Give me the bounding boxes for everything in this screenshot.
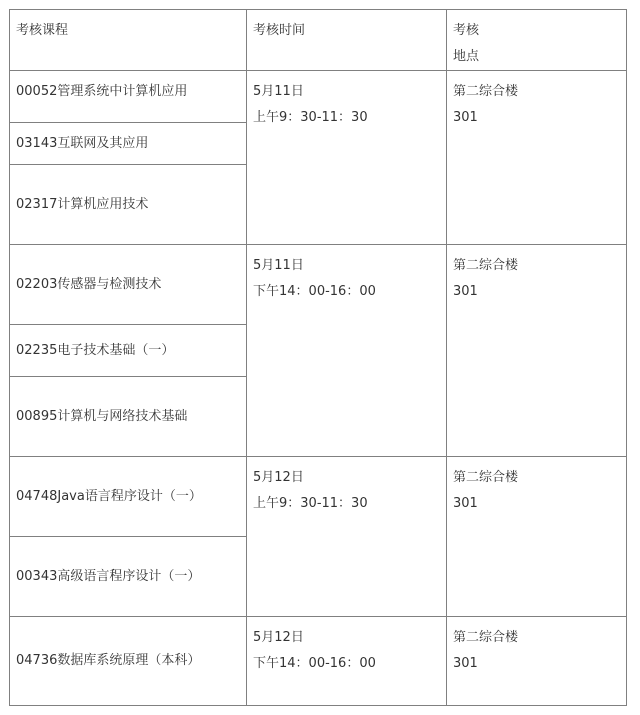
place-cell: [447, 71, 627, 245]
course-cell: [10, 325, 247, 377]
header-time: [247, 10, 447, 71]
course-cell: [10, 71, 247, 123]
exam-room: 301: [453, 110, 478, 125]
header-place: [447, 10, 627, 71]
time-cell: [247, 457, 447, 617]
course-name: 03143互联网及其应用: [16, 136, 149, 151]
header-place-label-line1: 考核: [453, 23, 480, 38]
place-cell: [447, 245, 627, 457]
course-cell: [10, 123, 247, 165]
time-cell: [247, 245, 447, 457]
header-time-label: 考核时间: [253, 23, 306, 38]
place-cell: [447, 457, 627, 617]
time-cell: [247, 617, 447, 706]
header-place-label-line2: 地点: [453, 49, 480, 64]
header-course-label: 考核课程: [16, 23, 69, 38]
course-cell: [10, 377, 247, 457]
course-cell: [10, 457, 247, 537]
exam-time: 下午14：00-16：00: [253, 656, 376, 671]
exam-building: 第二综合楼: [453, 258, 519, 273]
table-row: [10, 457, 627, 537]
course-name: 02317计算机应用技术: [16, 196, 149, 212]
course-cell: [10, 165, 247, 245]
course-name: 00052管理系统中计算机应用: [16, 84, 188, 99]
course-name: 00895计算机与网络技术基础: [16, 408, 188, 424]
table-row: [10, 71, 627, 123]
course-name: 00343高级语言程序设计（一）: [16, 568, 201, 584]
exam-time: 上午9：30-11：30: [253, 110, 368, 125]
exam-building: 第二综合楼: [453, 84, 519, 99]
exam-date: 5月11日: [253, 258, 304, 273]
time-cell: [247, 71, 447, 245]
header-row: [10, 10, 627, 71]
course-cell: [10, 245, 247, 325]
exam-time: 上午9：30-11：30: [253, 496, 368, 511]
exam-room: 301: [453, 284, 478, 299]
course-cell: [10, 617, 247, 706]
course-name: 04736数据库系统原理（本科）: [16, 653, 201, 668]
table-row: [10, 245, 627, 325]
exam-room: 301: [453, 496, 478, 511]
exam-building: 第二综合楼: [453, 470, 519, 485]
course-cell: [10, 537, 247, 617]
exam-building: 第二综合楼: [453, 630, 519, 645]
place-cell: [447, 617, 627, 706]
exam-date: 5月12日: [253, 470, 304, 485]
course-name: 04748Java语言程序设计（一）: [16, 488, 202, 504]
course-name: 02235电子技术基础（一）: [16, 342, 175, 358]
course-name: 02203传感器与检测技术: [16, 276, 162, 292]
exam-schedule-table: [9, 9, 627, 706]
exam-room: 301: [453, 656, 478, 671]
exam-time: 下午14：00-16：00: [253, 284, 376, 299]
header-course: [10, 10, 247, 71]
exam-date: 5月11日: [253, 84, 304, 99]
exam-date: 5月12日: [253, 630, 304, 645]
table-row: [10, 617, 627, 706]
